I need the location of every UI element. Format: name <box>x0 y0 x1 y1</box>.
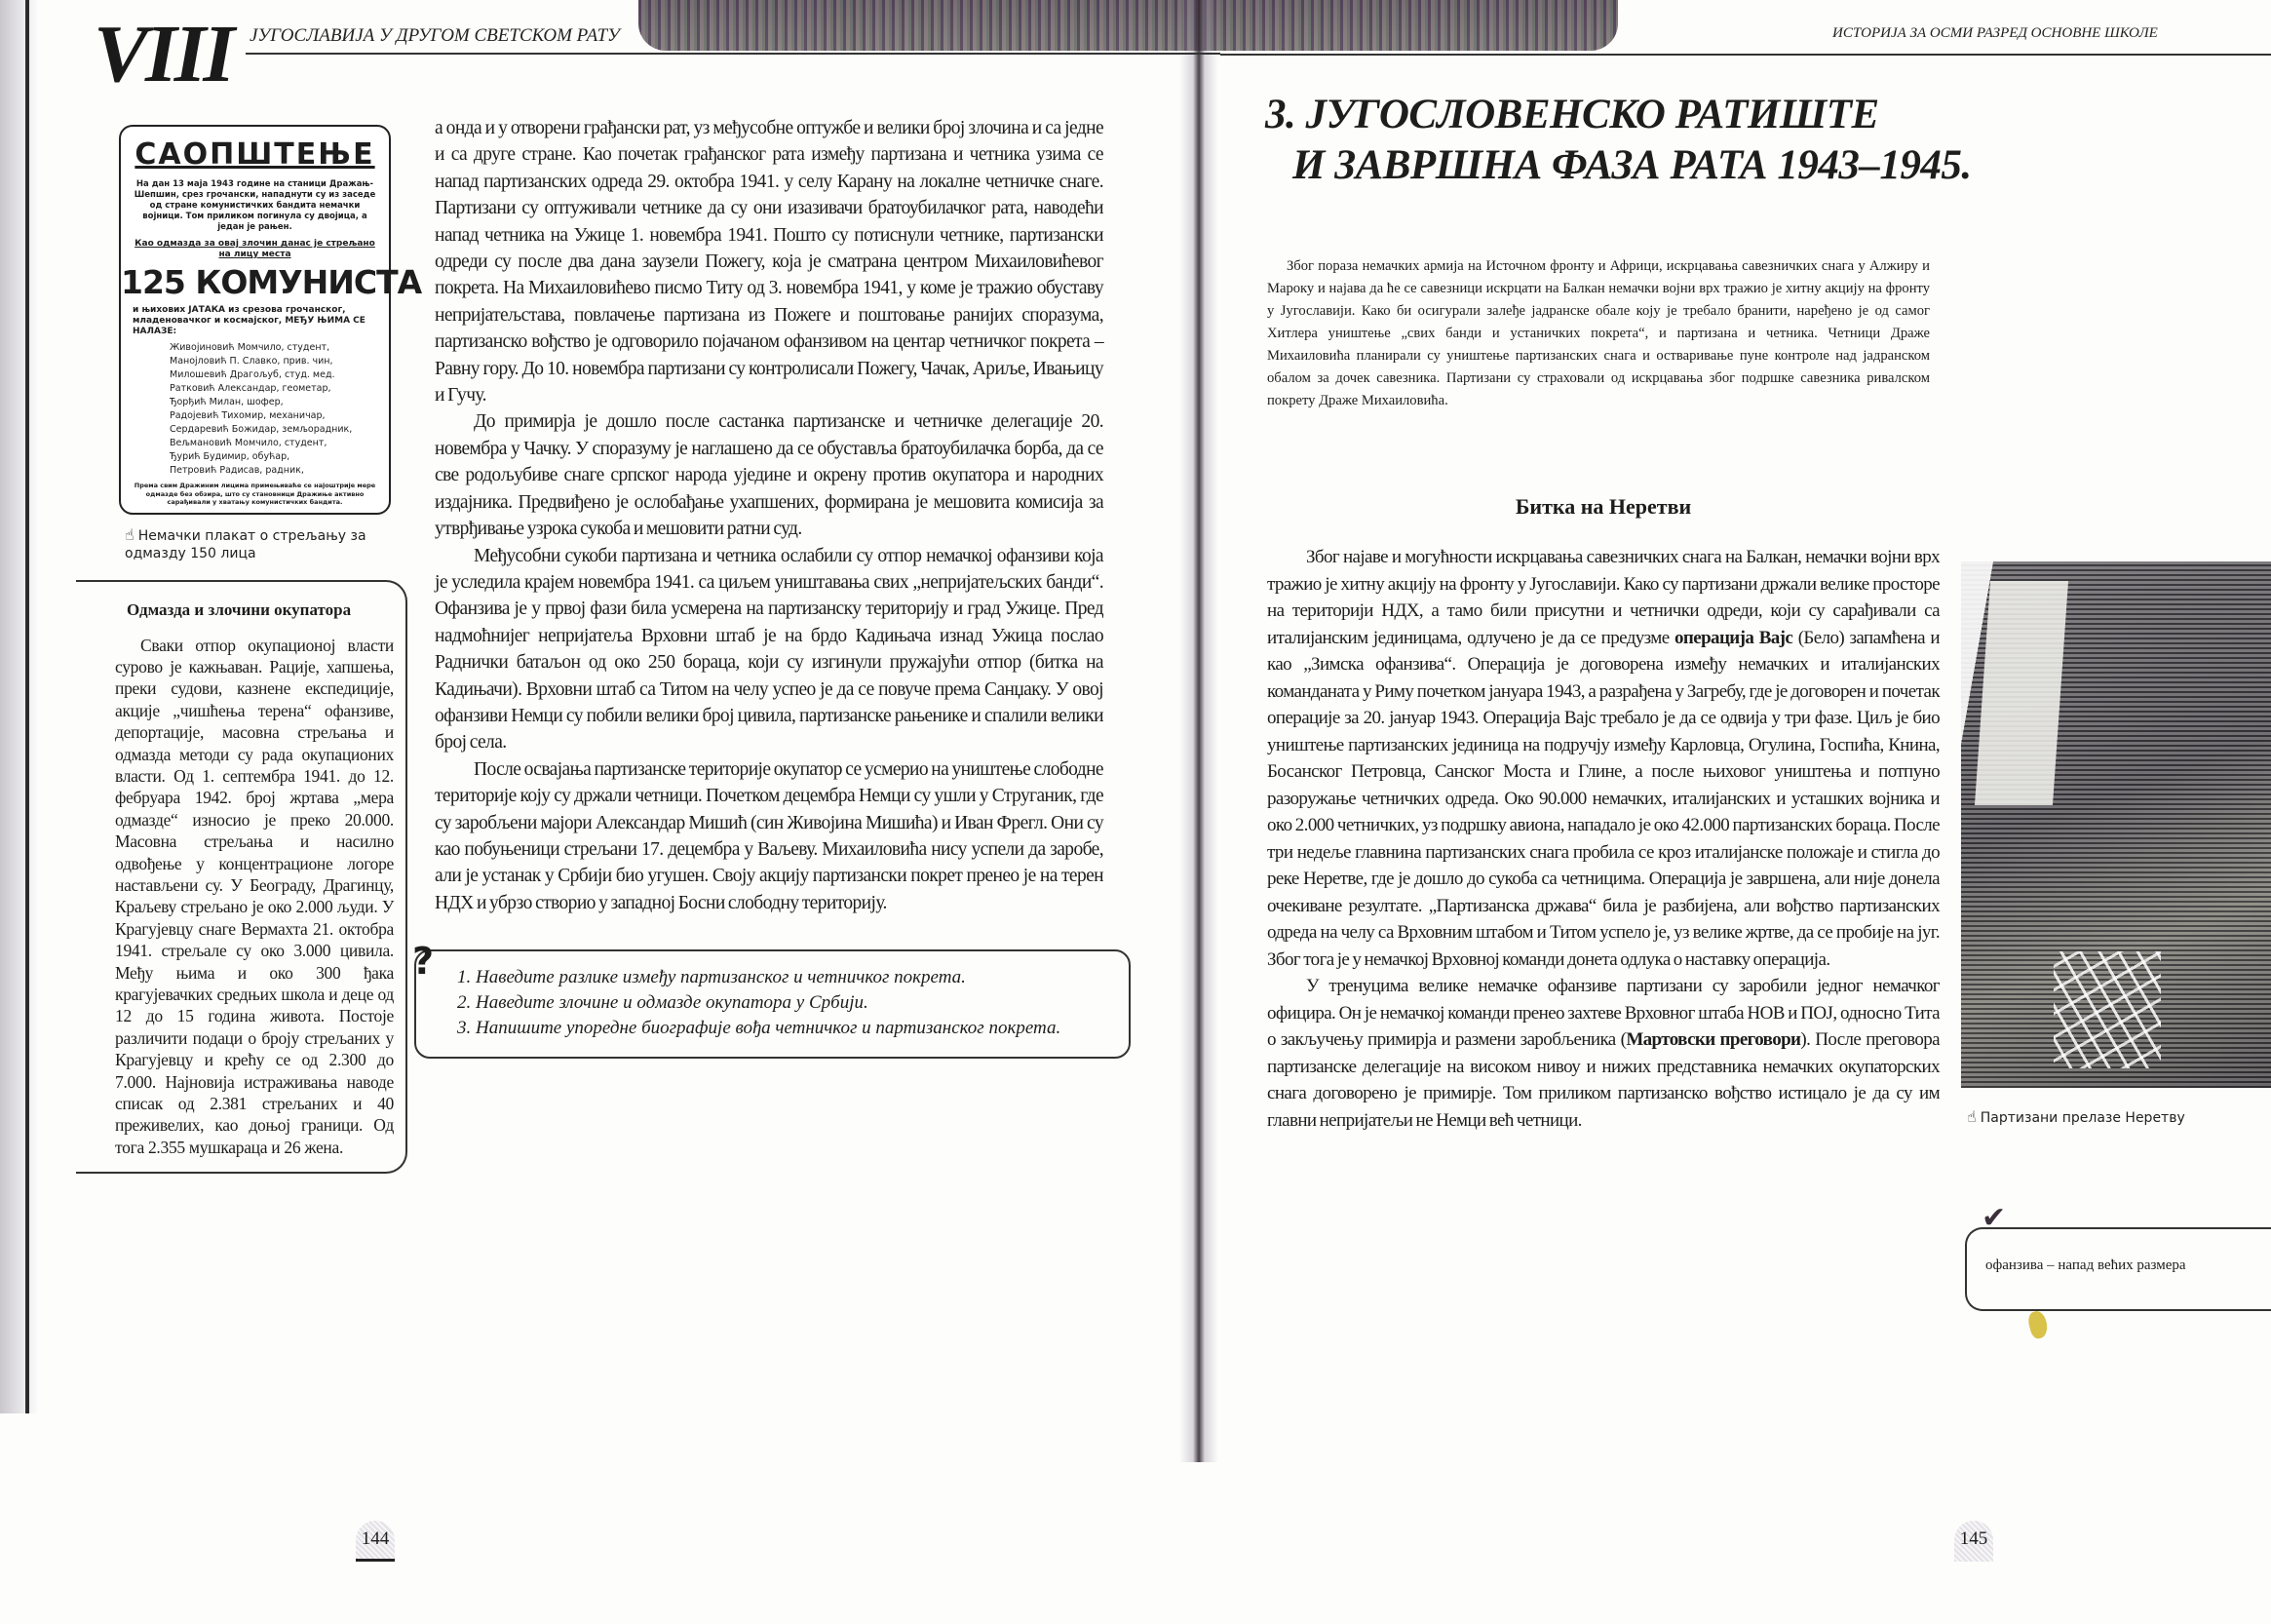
poster-body: На дан 13 маја 1943 године на станици Дражањ-Шепшин, срез грочански, нападнути су из заседе од стране комунистичких бандита немачки војници. Том приликом погинула су двојица, а један је рањен. <box>134 179 376 232</box>
poster-underlined: Као одмазда за овај злочин данас је стрељано на лицу места <box>135 239 375 259</box>
poster-names <box>170 341 389 478</box>
section-title-line1: 3. ЈУГОСЛОВЕНСКО РАТИШТЕ <box>1265 92 1879 137</box>
paragraph: До примирја је дошло после састанка партизанске и четничке делегације 20. новембра у Чачку. У споразуму је наглашено да се обуставља братоубилачка борба, да се све родољубиве снаге српског народа уједине и окрену против окупатора и народних издајника. Предвиђено је ослобађање ухапшених, формирана је мешовита комисија за утврђивање узрока сукоба и мешовити ратни суд. <box>435 411 1103 540</box>
questions-box <box>414 949 1131 1059</box>
question-mark-icon: ? <box>412 940 435 984</box>
poster-name: Сердаревић Божидар, земљорадник, <box>170 424 353 435</box>
running-head-left: ЈУГОСЛАВИЈА У ДРУГОМ СВЕТСКОМ РАТУ <box>250 25 620 46</box>
paragraph <box>1267 973 1940 1134</box>
pointing-hand-icon: ☝ <box>1967 1107 1977 1126</box>
right-page-main-text <box>1267 544 1940 1134</box>
intro-paragraph: Због пораза немачких армија на Источном фронту и Африци, искрцавања савезничких снага у Алжиру и Мароку и најава да ће се савезници искрцати на Балкан немачки војни врх тражио је хитну акцију на фронту у Југославији. Како би осигурали залеђе јадранске обале коју је требало бранити, наређено је од самог Хитлера уништење „свих банди и устаничких покрета“, и партизана и четника. Четници Драже Михаиловића планирали су уништење партизанских снага и остваривање пуне контроле над јадранском обалом за дочек савезника. Партизани су страховали од искрцавања због подршке савезника ривалском покрету Драже Михаиловића. <box>1267 258 1930 408</box>
page-number-right: 145 <box>1954 1521 1993 1562</box>
bold-term: Мартовски преговори <box>1626 1029 1801 1050</box>
section-title <box>1265 90 1972 191</box>
poster-name: Радојевић Тихомир, механичар, <box>170 410 326 421</box>
poster-footer: Према свим Дражиним лицима примењиваће се најоштрије мере одмазде без обзира, што су становници Дражиње активно сарађивали у хватању комунистичких бандита. <box>134 482 376 506</box>
header-rule-left <box>246 53 1220 55</box>
paragraph-text: Због најаве и могућности искрцавања савезничких снага на Балкан, немачки војни врх тражио је хитну акцију на фронту у Југославији. Како су партизани држали велике просторе на територији НДХ, а тамо били присутни и четнички одреди, који су сарађивали са италијанским јединицама, одлучено је да се предузме <box>1267 547 1940 648</box>
poster-image <box>119 125 422 515</box>
poster-name: Вељмановић Момчило, студент, <box>170 438 327 448</box>
left-page-main-column <box>412 115 1117 1059</box>
question-item: 1. Наведите разлике између партизанског и четничког покрета. <box>457 967 966 988</box>
poster-name: Милошевић Драгољуб, студ. мед. <box>170 369 335 380</box>
pointing-hand-icon: ☝ <box>125 524 135 544</box>
checkmark-icon: ✔ <box>1982 1201 2007 1235</box>
question-item: 2. Наведите злочине и одмазде окупатора у Србији. <box>457 992 868 1014</box>
paragraph <box>1267 544 1940 973</box>
poster-caption <box>125 526 378 562</box>
poster-subline: и њихових ЈАТАКА из срезова грочанског, младеновачког и космајског, МЕЂУ ЊИМА СЕ НАЛАЗЕ: <box>133 305 366 336</box>
paragraph-text: (Бело) запамћена и као „Зимска офанзива“. Операција је договорена између немачких и италијанских команданата у Риму почетком јануара 1943, а разрађена у Загребу, где је договорен и почетак операције за 20. јануар 1943. Операција Вајс требало је да се одвија у три фазе. Циљ је био уништење партизанских јединица на подручју између Карловца, Огулина, Госпића, Книна, Босанског Петровца, Санског Моста и Глине, а после њиховог уништења и потпуно разоружање четничких одреда. Око 90.000 немачких, италијанских и усташких војника и око 2.000 четничких, уз подршку авиона, нападало је око 42.000 партизанских бораца. После три недеље главнина партизанских снага пробила се кроз италијанске положаје и стигла до реке Неретве, где је дошло до сукоба са четницима. Операција је завршена, али није донела очекиване резултате. „Партизанска држава“ била је разбијена, али вођство партизанских одреда на челу са Врховним штабом и Титом успело је, уз велике жртве, да се пробије на југ. Због тога је у немачкој Врховној команди донета одлука о наставку операција. <box>1267 627 1940 970</box>
sidebox-paragraph: Сваки отпор окупационој власти сурово је кажњаван. Рације, хапшења, преки судови, казнене експедиције, акције „чишћења терена“ офанзиве, депортације, масовна стрељања и одмазда методи су рада окупационих власти. Од 1. септембра 1941. до 12. фебруара 1942. број жртава „мера одмазде“ износио је преко 20.000. Масовна стрељања и насилно одвођење у концентрационе логоре настављени су. У Београду, Драгинцу, Краљеву стрељано је око 2.000 људи. У Крагујевцу снаге Вермахта 21. октобра 1941. стрељале су око 3.000 цивила. Међу њима и око 300 ђака крагујевачких средњих школа и деце од 12 до 15 година живота. Постоје различити подаци о броју стрељаних у Крагујевцу и крећу се од 2.300 до 7.000. Најновија истраживања наводе списак од 2.381 стрељаних и 40 преживелих, као доњој граници. Од тога 2.355 мушкараца и 26 жена. <box>115 635 394 1157</box>
right-page-main-column <box>1267 493 1940 1134</box>
left-sidebar-column <box>76 125 422 1174</box>
poster-name: Ђурић Будимир, обућар, <box>170 451 290 462</box>
sidebox-text <box>115 635 394 1159</box>
subheading: Битка на Неретви <box>1515 494 1692 519</box>
paragraph: После освајања партизанске територије окупатор се усмерио на уништење слободне територије коју су држали четници. Почетком децембра Немци су ушли у Струганик, где су заробљени мајори Александар Мишић (син Живојина Мишића) и Иван Фрегл. Они су као побуњеници стрељани 17. децембра у Ваљеву. Михаиловића нису успели да заробе, али је устанак у Србији био угушен. Своју акцију партизански покрет пренео је на терен НДХ и убрзо створио у западној Босни слободну територију. <box>435 758 1103 913</box>
highlighter-blot <box>2026 1309 2051 1340</box>
paragraph: а онда и у отворени грађански рат, уз међусобне оптужбе и велики број злочина и са једне и са друге стране. Као почетак грађанског рата између партизана и четника узима се напад партизанских одреда 29. октобра 1941. у селу Карану на локалне четничке снаге. Партизани су оптуживали четнике да су они изазивачи братоубилачког рата, наводећи напад четника на Ужице 1. новембра 1941. Пошто су потиснули четнике, партизански одреди су после два дана заузели Пожегу, која је сматрана центром Михаиловићевог покрета. На Михаиловићево писмо Титу од 3. новембра 1941, у коме је тражио обуставу непријатељстава, повлачење партизана из Пожеге и поштовање ранијих споразума, партизанско вођство је одговорило појачаном офанзивом на центар четничког покрета – Равну гору. До 10. новембра партизани су контролисали Пожегу, Чачак, Ариље, Ивањицу и Гучу. <box>435 118 1103 406</box>
poster-name: Ђорђић Милан, шофер, <box>170 397 284 407</box>
poster-headline: 125 КОМУНИСТА <box>121 263 422 301</box>
book-spine <box>1179 0 1218 1462</box>
chapter-number: VIII <box>94 9 233 99</box>
poster-caption-text: Немачки плакат о стрељању за одмазду 150 лица <box>125 527 366 561</box>
photo-caption <box>1967 1108 2185 1127</box>
left-page-main-text <box>435 115 1103 916</box>
questions-section <box>412 940 1131 1059</box>
header-rule-right <box>1220 54 2271 56</box>
sidebox-frame <box>76 580 407 1175</box>
intro-text <box>1267 255 1930 412</box>
photo-caption-text: Партизани прелазе Неретву <box>1980 1110 2185 1126</box>
questions-list <box>457 965 1109 1041</box>
paragraph: Међусобни сукоби партизана и четника ослабили су отпор немачкој офанзиви која је уследила крајем новембра 1941. са циљем уништавања свих „непријатељских банди“. Офанзива је у првој фази била усмерена на партизанску територију и град Ужице. Пред надмоћнијег непријатеља Врховни штаб је на брдо Кадињача изнад Ужица послао Раднички батаљон од око 250 бораца, који су изгинули пружајући отпор (битка на Кадињачи). Врховни штаб са Титом на челу успео је да се повуче према Санџаку. У овој офанзиви Немци су побили велики број цивила, партизанске рањенике и спалили велики број села. <box>435 545 1103 754</box>
sidebox-title: Одмазда и злочини окупатора <box>127 599 352 619</box>
neretva-photo <box>1961 561 2271 1088</box>
header-photo-band <box>638 0 1618 51</box>
paragraph-text: У тренуцима велике немачке офанзиве партизани су заробили једног немачког официра. Он је немачкој команди пренео захтеве Врховног штаба НОВ и ПОЈ, односно Тита о закључењу примирја и размени заробљеника ( <box>1267 976 1940 1050</box>
bold-term: операција Вајс <box>1674 627 1793 648</box>
poster-name: Манојловић П. Славко, прив. чин, <box>170 356 333 367</box>
poster-name: Ратковић Александар, геометар, <box>170 383 331 394</box>
scan-left-edge <box>0 0 37 1413</box>
poster-name: Петровић Радисав, радник, <box>170 465 304 476</box>
poster-name: Живојиновић Момчило, студент, <box>170 342 330 353</box>
section-title-line2: И ЗАВРШНА ФАЗА РАТА 1943–1945. <box>1292 142 1972 188</box>
paragraph-text: ). После преговора партизанске делегације на високом нивоу и нижих представника немачких окупаторских снага договорено је примирје. Том приликом партизанско вођство истицало је да су им главни непријатељи не Немци већ четници. <box>1267 1029 1940 1131</box>
page-number-left: 144 <box>356 1521 395 1562</box>
question-item: 3. Напишите упоредне биографије вођа четничког и партизанског покрета. <box>457 1018 1061 1039</box>
poster-title: САОПШТЕЊЕ <box>135 137 375 172</box>
definition-text: офанзива – напад већих размера <box>1985 1257 2186 1273</box>
running-head-right: ИСТОРИЈА ЗА ОСМИ РАЗРЕД ОСНОВНЕ ШКОЛЕ <box>1832 25 2158 41</box>
